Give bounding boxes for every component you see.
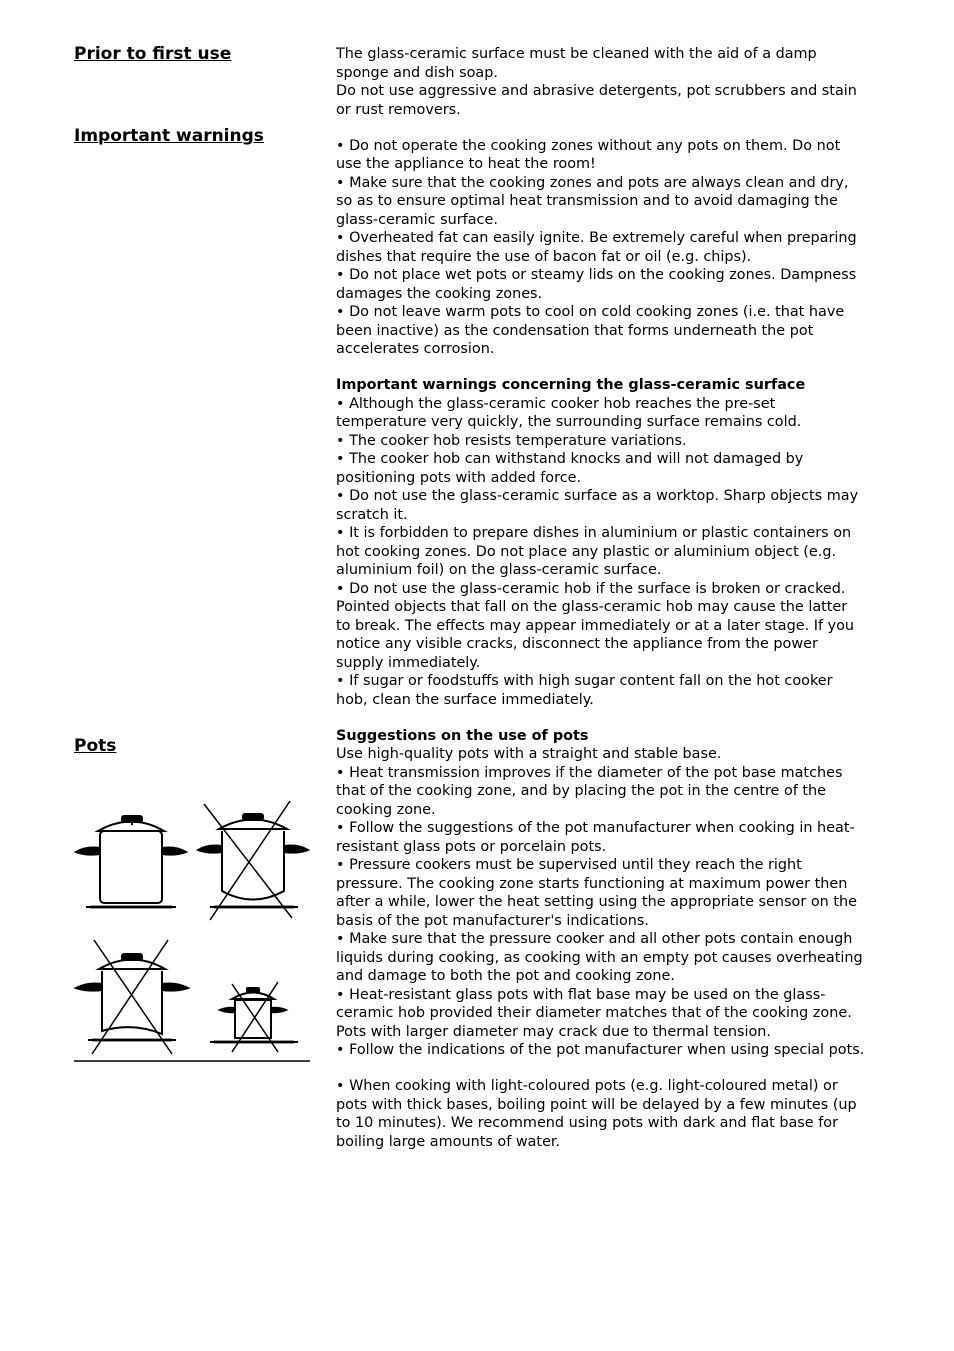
- bullet-item: • If sugar or foodstuffs with high sugar content fall on the hot cooker hob, clean the surface immediately.: [336, 673, 833, 708]
- bullet-item: • Pressure cookers must be supervised until they reach the right pressure. The cooking zone starts functioning at maximum power then after a while, lower the heat setting using the appropriate sensor on the basis of the pot manufacturer's indications.: [336, 857, 857, 929]
- bullet-item: • It is forbidden to prepare dishes in aluminium or plastic containers on hot cooking zones. Do not place any plastic or aluminium object (e.g. aluminium foil) on the glass-ceramic surface.: [336, 525, 852, 578]
- bullet-item: • Do not use the glass-ceramic hob if the surface is broken or cracked.: [336, 580, 846, 597]
- bullet-item: • Do not operate the cooking zones without any pots on them. Do not use the appliance to heat the room!: [336, 137, 841, 172]
- bullet-item: • Do not use the glass-ceramic surface as a worktop. Sharp objects may scratch it.: [336, 488, 859, 523]
- bullet-item: • Make sure that the pressure cooker and all other pots contain enough liquids during cooking, as cooking with an empty pot causes overheating and damage to both the pot and cooking zone.: [336, 931, 863, 984]
- bullet-item: • Heat-resistant glass pots with flat base may be used on the glass-ceramic hob provided their diameter matches that of the cooking zone. Pots with larger diameter may crack due to thermal tension.: [336, 986, 852, 1040]
- heading-pots: Pots: [74, 736, 117, 756]
- main-text-column: [336, 45, 866, 1151]
- pot-curved-base-wrong-icon: [198, 801, 308, 920]
- subheading-glass-ceramic: Important warnings concerning the glass-ceramic surface: [336, 377, 806, 393]
- subheading-pots-suggestions: Suggestions on the use of pots: [336, 727, 589, 744]
- bullet-item: • Although the glass-ceramic cooker hob reaches the pre-set temperature very quickly, the surrounding surface remains cold.: [336, 395, 802, 430]
- bullet-item: • Do not leave warm pots to cool on cold cooking zones (i.e. that have been inactive) as the condensation that forms underneath the pot accelerates corrosion.: [336, 304, 845, 357]
- heading-important-warnings: Important warnings: [74, 126, 264, 146]
- pot-uneven-base-wrong-icon: [76, 940, 188, 1054]
- bullet-item: • The cooker hob resists temperature variations.: [336, 432, 687, 449]
- bullet-item: • Do not place wet pots or steamy lids on the cooking zones. Dampness damages the cooking zones.: [336, 267, 857, 302]
- paragraph: Pointed objects that fall on the glass-ceramic hob may cause the latter to break. The effects may appear immediately or at a later stage. If you notice any visible cracks, disconnect the appliance from the power supply immediately.: [336, 599, 855, 671]
- bullet-item: • Follow the indications of the pot manufacturer when using special pots.: [336, 1042, 865, 1058]
- bullet-item: • The cooker hob can withstand knocks and will not damaged by positioning pots with added force.: [336, 451, 804, 486]
- paragraph: Do not use aggressive and abrasive detergents, pot scrubbers and stain or rust removers.: [336, 83, 857, 118]
- paragraph: The glass-ceramic surface must be cleaned with the aid of a damp sponge and dish soap.: [336, 46, 817, 81]
- bullet-item: • Overheated fat can easily ignite. Be extremely careful when preparing dishes that require the use of bacon fat or oil (e.g. chips).: [336, 230, 857, 265]
- bullet-item: • Follow the suggestions of the pot manufacturer when cooking in heat-resistant glass pots or porcelain pots.: [336, 820, 855, 855]
- bullet-item: • Make sure that the cooking zones and pots are always clean and dry, so as to ensure optimal heat transmission and to avoid damaging the glass-ceramic surface.: [336, 174, 849, 228]
- paragraph: Use high-quality pots with a straight and stable base.: [336, 746, 722, 762]
- heading-prior-to-first-use: Prior to first use: [74, 44, 232, 64]
- pot-usage-illustration: [72, 796, 312, 1066]
- bullet-item: • Heat transmission improves if the diameter of the pot base matches that of the cooking zone, and by placing the pot in the centre of the cooking zone.: [336, 764, 843, 818]
- pot-correct-icon: [76, 816, 186, 909]
- bullet-item: • When cooking with light-coloured pots (e.g. light-coloured metal) or pots with thick bases, boiling point will be delayed by a few minutes (up to 10 minutes). We recommend using pots with dark and flat base for boiling large amounts of water.: [336, 1078, 857, 1150]
- pot-too-small-wrong-icon: [210, 982, 298, 1052]
